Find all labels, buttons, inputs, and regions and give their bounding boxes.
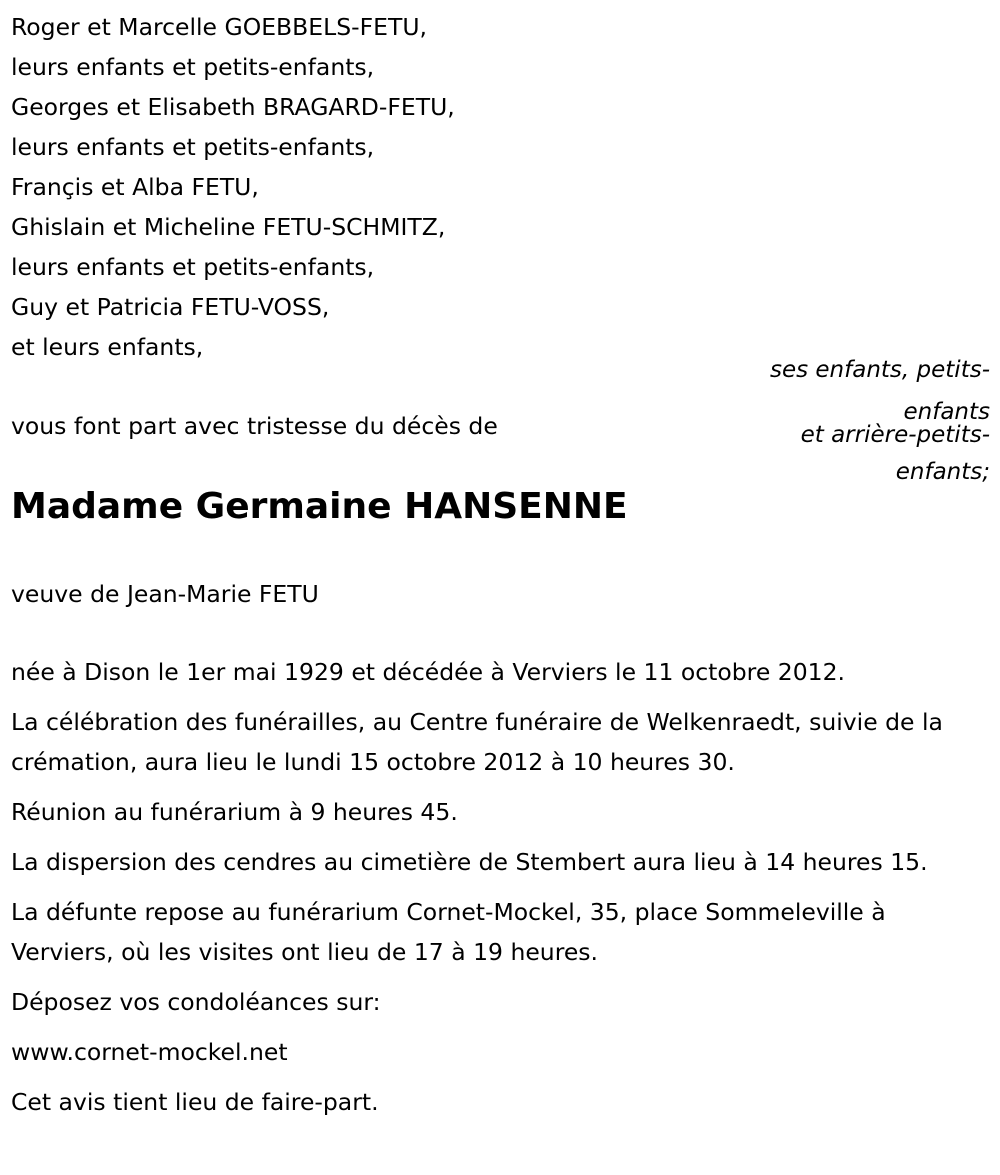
side-note-line: et arrière-petits- [800,422,990,448]
widow-of-text: veuve de Jean-Marie FETU [11,580,319,608]
intro-text: vous font part avec tristesse du décès de [11,412,498,440]
gathering-paragraph: Réunion au funérarium à 9 heures 45. [11,798,458,826]
birth-death-paragraph: née à Dison le 1er mai 1929 et décédée à Verviers le 11 octobre 2012. [11,658,846,686]
details-section [11,652,991,1132]
website-link[interactable]: www.cornet-mockel.net [11,1038,288,1066]
family-line: Ghislain et Micheline FETU-SCHMITZ, [11,213,446,241]
funeral-paragraph: La célébration des funérailles, au Centre funéraire de Welkenraedt, suivie de la crémation, aura lieu le lundi 15 octobre 2012 à 10 heures 30. [11,708,943,776]
family-line: leurs enfants et petits-enfants, [11,53,375,81]
family-line: leurs enfants et petits-enfants, [11,133,375,161]
family-line: leurs enfants et petits-enfants, [11,253,375,281]
side-note-line: enfants; [895,459,990,485]
visitation-paragraph: La défunte repose au funérarium Cornet-Mockel, 35, place Sommeleville à Verviers, où les visites ont lieu de 17 à 19 heures. [11,898,886,966]
side-note-line: ses enfants, petits- [769,357,990,383]
family-line: Georges et Elisabeth BRAGARD-FETU, [11,93,455,121]
side-note-line: enfants [903,399,990,425]
family-line: Françis et Alba FETU, [11,173,259,201]
family-line: et leurs enfants, [11,333,204,361]
notice-footer: Cet avis tient lieu de faire-part. [11,1088,379,1116]
family-list [11,7,731,367]
ashes-paragraph: La dispersion des cendres au cimetière de Stembert aura lieu à 14 heures 15. [11,848,928,876]
family-line: Roger et Marcelle GOEBBELS-FETU, [11,13,428,41]
condolences-label: Déposez vos condoléances sur: [11,988,381,1016]
family-line: Guy et Patricia FETU-VOSS, [11,293,330,321]
deceased-name: Madame Germaine HANSENNE [11,486,628,527]
